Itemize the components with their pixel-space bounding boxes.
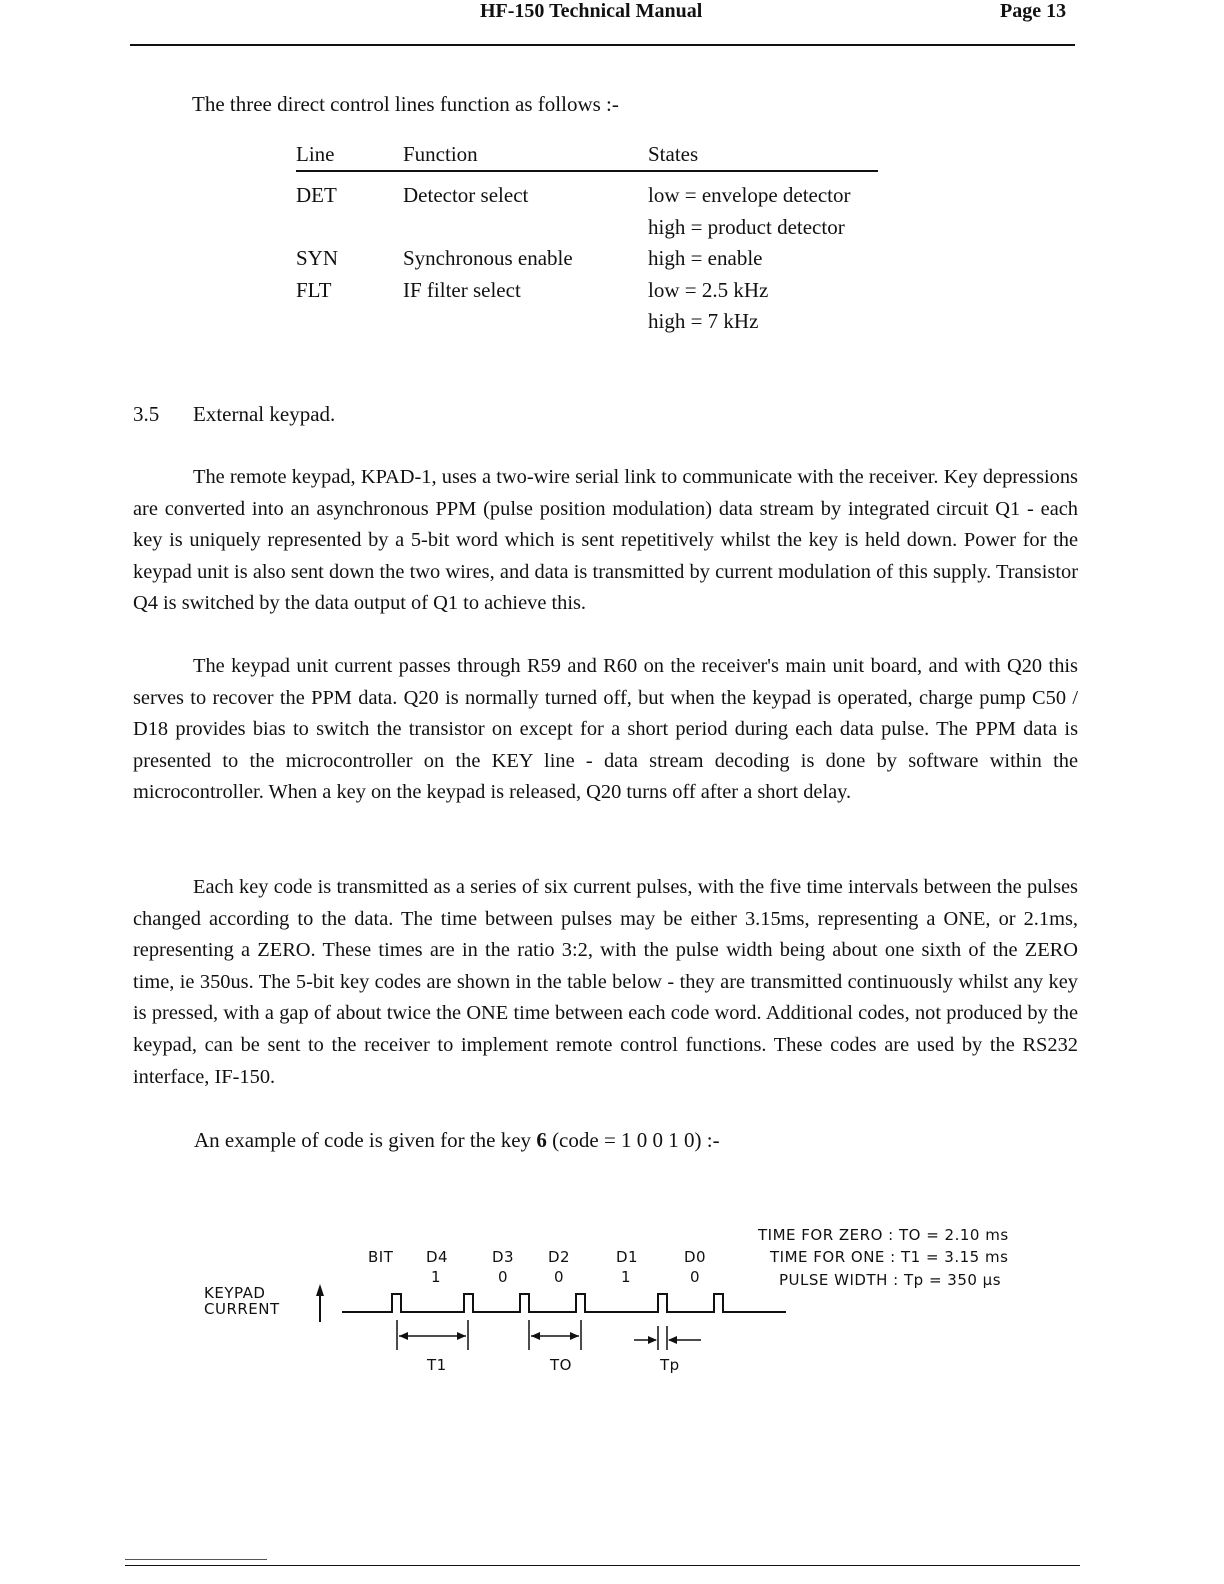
page-number: Page 13 xyxy=(1000,0,1067,22)
table-row xyxy=(296,212,878,244)
line-cell: FLT xyxy=(296,277,332,302)
timing-note-zero: TIME FOR ZERO : TO = 2.10 ms xyxy=(758,1226,1009,1244)
section-number: 3.5 xyxy=(133,402,160,426)
states-cell: high = product detector xyxy=(648,214,845,239)
bit-value-d0: 0 xyxy=(690,1268,701,1286)
signal-label-keypad: KEYPAD xyxy=(204,1284,266,1302)
bit-name-d2: D2 xyxy=(548,1248,571,1266)
bit-value-d1: 1 xyxy=(621,1268,632,1286)
table-row xyxy=(296,275,878,307)
paragraph-key-code: Each key code is transmitted as a series of six current pulses, with the five time intervals between the pulses changed according to the data. The time between pulses may be either 3.15ms, representing a ONE, or 2.1ms, representing a ZERO. These times are in the ratio 3:2, with the pulse width being about one sixth of the ZERO time, ie 350us. The 5-bit key codes are shown in the table below - they are transmitted continuously whilst any key is pressed, with a gap of about twice the ONE time between each code word. Additional codes, not produced by the keypad, can be sent to the receiver to implement remote control functions. These codes are used by the RS232 interface, IF-150. xyxy=(133,876,1078,1088)
dimension-markers xyxy=(397,1320,701,1350)
bit-name-d1: D1 xyxy=(616,1248,639,1266)
header-title: HF-150 Technical Manual xyxy=(480,0,703,22)
pulse-waveform xyxy=(342,1294,786,1312)
bit-name-d4: D4 xyxy=(426,1248,449,1266)
timing-note-pulse: PULSE WIDTH : Tp = 350 µs xyxy=(779,1271,1002,1289)
function-cell: Synchronous enable xyxy=(403,246,573,270)
dim-label-t0: TO xyxy=(550,1356,572,1374)
states-cell: low = envelope detector xyxy=(648,183,851,207)
states-cell: high = 7 kHz xyxy=(648,309,759,333)
ppm-timing-diagram xyxy=(0,1200,1224,1390)
signal-label-current: CURRENT xyxy=(204,1300,280,1318)
paragraph-keypad-current: The keypad unit current passes through R59 and R60 on the receiver's main unit board, and with Q20 this serves to recover the PPM data. Q20 is normally turned off, but when the keypad is operated, charge pump C50 / D18 provides bias to switch the transistor on except for a short period during each data pulse. The PPM data is presented to the microcontroller on the KEY line - data stream decoding is done by software within the microcontroller. When a key on the keypad is released, Q20 turns off after a short delay. xyxy=(133,655,1078,804)
bit-name-d0: D0 xyxy=(684,1248,707,1266)
dim-label-t1: T1 xyxy=(427,1356,447,1374)
intro-text: The three direct control lines function as follows :- xyxy=(192,92,619,116)
example-key: 6 xyxy=(536,1128,547,1152)
bit-value-d3: 0 xyxy=(498,1268,509,1286)
bit-value-d4: 1 xyxy=(431,1268,442,1286)
up-arrow-icon xyxy=(316,1284,324,1322)
bit-value-d2: 0 xyxy=(554,1268,565,1286)
line-cell: DET xyxy=(296,183,337,207)
footer-rule xyxy=(125,1565,1080,1566)
dim-label-tp: Tp xyxy=(660,1356,680,1374)
line-cell: SYN xyxy=(296,246,339,270)
bit-label: BIT xyxy=(368,1248,394,1266)
footer-rule-short xyxy=(125,1559,267,1560)
states-cell: low = 2.5 kHz xyxy=(648,277,769,302)
paragraph-keypad-link: The remote keypad, KPAD-1, uses a two-wire serial link to communicate with the receiver. Key depressions are converted into an asynchronous PPM (pulse position modulation) data stream by integrated circuit Q1 - each key is uniquely represented by a 5-bit word which is sent repetitively whilst the key is held down. Power for the keypad unit is also sent down the two wires, and data is transmitted by current modulation of this supply. Transistor Q4 is switched by the data output of Q1 to achieve this. xyxy=(133,466,1078,615)
control-lines-table xyxy=(296,140,878,338)
column-header-line: Line xyxy=(296,142,335,166)
states-cell: high = enable xyxy=(648,246,763,270)
table-row xyxy=(296,306,878,338)
function-cell: IF filter select xyxy=(403,277,521,302)
table-row xyxy=(296,243,878,275)
timing-note-one: TIME FOR ONE : T1 = 3.15 ms xyxy=(770,1248,1009,1266)
header-rule xyxy=(130,44,1075,46)
example-text: An example of code is given for the key 6 (code = 1 0 0 1 0) :- xyxy=(194,1128,720,1152)
column-header-states: States xyxy=(648,142,699,166)
column-header-function: Function xyxy=(403,142,478,166)
bit-name-d3: D3 xyxy=(492,1248,515,1266)
function-cell: Detector select xyxy=(403,183,529,207)
section-title: External keypad. xyxy=(193,402,336,426)
table-row xyxy=(296,180,878,212)
